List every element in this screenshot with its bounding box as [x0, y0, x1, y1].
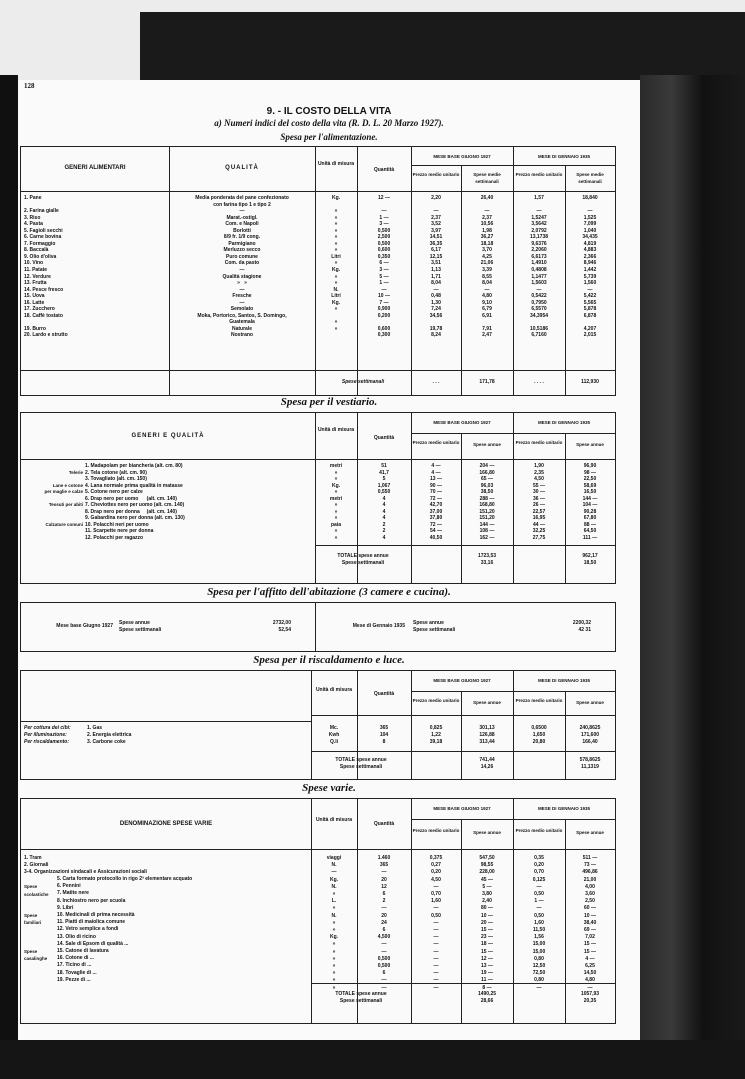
- misc-header-prezzo-base: Prezzo medio unitario: [412, 828, 460, 833]
- food-section-title: Spesa per l'alimentazione.: [280, 132, 378, 142]
- page-title: 9. - IL COSTO DELLA VITA: [266, 106, 392, 117]
- clothing-header-prezzo-base: Prezzo medio unitario: [412, 440, 460, 445]
- food-prezzo-cur-list: 1,57 — 1,5247 3,5642 2,0792 13,1738 9,6376 2,2060 6,6173 1,4910 0,4808 1,1477 1,5603 — 0,5422 0,7950 6,5570 34,3954 10,5186 6,7160: [529, 195, 549, 339]
- misc-header-current: MESE DI GENNAIO 1935: [537, 806, 591, 811]
- food-spesa-base-list: 26,40 — 2,37 10,56 1,98 36,27 18,18 3,70 4,25 21,06 3,39 8,55 8,04 — 4,80 9,10 6,79 6,91 7,91 2,47: [480, 195, 494, 339]
- clothing-spesa-cur-list: 96,90 98 — 22,50 58,69 16,50 144 — 104 — 90,28 67,80 88 — 64,50 111 —: [582, 463, 598, 542]
- rent-cur-label: Mese di Gennaio 1935: [352, 623, 405, 629]
- food-total-base: 171,78: [479, 379, 495, 385]
- heating-groups: Per cottura dei cibi: Per illuminazione: Per riscaldamento:: [24, 725, 71, 746]
- clothing-header-current: MESE DI GENNAIO 1935: [537, 420, 591, 425]
- rent-section-title: Spesa per l'affitto dell'abitazione (3 camere e cucina).: [207, 586, 451, 598]
- heating-unita-list: Mc. Kwh Q.li: [328, 725, 340, 746]
- heating-prezzo-base-list: 0,825 1,22 39,18: [429, 725, 443, 746]
- heating-spesa-base-list: 301,13 126,88 313,44: [479, 725, 495, 746]
- clothing-header-base: MESE BASE GIUGNO 1927: [433, 420, 491, 425]
- misc-unita-list: viaggi N. — Kg. N. » L. » N. » » Kg. » » » » » » »: [326, 855, 342, 991]
- food-prezzo-base-list: 2,20 — 2,37 3,52 3,97 14,51 36,35 6,17 12,15 3,51 1,13 1,71 8,04 — 0,48 1,30 7,24 34,56 19,78 8,24: [429, 195, 443, 339]
- clothing-header-prezzo-cur: Prezzo medio unitario: [515, 440, 563, 445]
- heating-header-current: MESE DI GENNAIO 1935: [537, 678, 591, 683]
- clothing-groups: Telerie Lane e cotone per maglie e calze Tessuti per abiti Calzature comuni: [44, 469, 83, 527]
- heating-header-spesa-base: Spese annue: [473, 700, 501, 705]
- misc-header-prezzo-cur: Prezzo medio unitario: [515, 828, 563, 833]
- misc-spesa-cur-list: 511 — 73 — 496,86 21,00 4,00 3,60 2,50 60 — 10 — 38,40 69 — 7,02 15 — 15 — 4 — 6,25 14,50 4,80 —: [582, 855, 598, 991]
- misc-section-title: Spese varie.: [302, 782, 356, 794]
- misc-header-spesa-cur: Spese annue: [576, 830, 604, 835]
- heating-header-spesa-cur: Spese annue: [576, 700, 604, 705]
- misc-groups: Spese scolastiche Spese familiari Spese casalinghe: [24, 884, 49, 962]
- heating-total-label-2: Spese settimanali: [339, 764, 383, 770]
- heating-header-unita: Unità di misura: [315, 687, 353, 693]
- food-header-generi: GENERI ALIMENTARI: [64, 165, 126, 171]
- misc-header-denom: DENOMINAZIONE SPESE VARIE: [119, 821, 213, 827]
- food-header-prezzo-base: Prezzo medio unitario: [412, 172, 460, 177]
- rent-base-lines: Spese annue Spese settimanali: [119, 620, 162, 633]
- clothing-total-cur: 962,17 18,50: [582, 553, 598, 566]
- clothing-table: [20, 412, 616, 584]
- food-generi-list: 1. Pane 2. Farina gialle 3. Riso 4. Pasta 5. Fagioli secchi 6. Carne bovina 7. Formaggio 8. Baccalà 9. Olio d'oliva 10. Vino 11. Patate 12. Verdure 13. Frutta 14. Pesce fresco 15. Uova 16. Latte 17. Zucchero 18. Caffè tostato 19. Burro 20. Lardo e strutto: [24, 195, 68, 339]
- food-header-spesa-cur: Spese medie settimanali: [576, 172, 604, 184]
- misc-total-base: 1490,25 28,66: [477, 991, 497, 1005]
- clothing-header-quantita: Quantità: [373, 435, 395, 441]
- rent-base-values: 2732,00 52,54: [272, 620, 291, 633]
- misc-items: 5. Carta formato protocollo in rigo 2ª elementare acquato 6. Pennini 7. Matite nere 8. Inchiostro nero per scuola 9. Libri 10. Medicinali di prima necessità 11. Piatti di maiolica comune 12. Vetro semplice a fondi 13. Olio di ricino 14. Sale di Epsom di qualità ... 15. Catone di lavatura 16. Cotone di ... 17. Ticino di ... 18. Tovaglie di ... 19. Pezze di ...: [57, 876, 193, 983]
- clothing-header-generi: GENERI E QUALITÀ: [131, 433, 205, 439]
- clothing-header-unita: Unità di misura: [317, 427, 355, 433]
- food-spesa-cur-list: 18,840 — 1,525 7,099 1,040 34,435 4,819 4,883 2,366 8,946 1,442 5,739 1,560 — 5,422 5,565 5,878 6,878 4,207 2,015: [582, 195, 598, 339]
- heating-header-prezzo-cur: Prezzo medio unitario: [515, 698, 563, 703]
- page-number: 128: [24, 82, 35, 90]
- heating-table: [20, 670, 616, 780]
- food-header-qualita: QUALITÀ: [225, 165, 259, 171]
- misc-total-cur: 1057,93 20,35: [580, 991, 600, 1005]
- clothing-items: 1. Madapolam per biancheria (alt. cm. 80) 2. Tela cotone (alt. cm. 90) 3. Tovagliato (alt. cm. 150) 4. Lana normale prima qualità in matasse 5. Cotone nero per calze 6. Drap nero per uomo (alt. cm. 140) 7. Cheviottes nero per uomo (alt. cm. 140) 8. Drap nero per donna (alt. cm. 140) 9. Gabardina nero per donna (alt. cm. 130) 10. Polacchi neri per uomo 11. Scarpette nere per donna 12. Polacchi per ragazzo: [85, 463, 185, 542]
- misc-prezzo-base-list: 0,375 0,27 0,20 4,50 — 0,70 1,60 — 0,50 — — — — — — — — — —: [429, 855, 443, 991]
- clothing-header-spesa-base: Spese annue: [473, 442, 501, 447]
- clothing-unita-list: metri » » Kg. » metri » » » paia » »: [329, 463, 343, 542]
- misc-top-items: 1. Tram 2. Giornali 3-4. Organizzazioni sindacali e Assicurazioni sociali: [24, 855, 147, 876]
- food-qualita-list: Media ponderata del pane confezionato con farina tipo 1 e tipo 2 — Marat.-ostigl. Com. e Napoli Borlotti 8/9 fr. 1/9 cong. Parmigiano Merluzzo secco Puro comune Com. da pasto — Qualità stagione » » — Fresche — Semolato Moka, Portorico, Santos, S. Domingo, Guatemala Naturale Nostrano: [195, 195, 289, 339]
- book-spine: [640, 75, 745, 1079]
- heating-total-label-1: TOTALE spese annue: [335, 757, 387, 763]
- food-total-cur: 112,930: [581, 379, 599, 385]
- misc-total-label-2: Spese settimanali: [339, 998, 383, 1004]
- heating-header-prezzo-base: Prezzo medio unitario: [412, 698, 460, 703]
- clothing-total-label-1: TOTALE spese annue: [337, 553, 389, 559]
- food-header-prezzo-cur: Prezzo medio unitario: [515, 172, 563, 177]
- heating-header-base: MESE BASE GIUGNO 1927: [433, 678, 491, 683]
- clothing-total-base: 1723,53 33,16: [477, 553, 497, 566]
- heating-spesa-cur-list: 240,8625 171,600 166,40: [579, 725, 601, 746]
- clothing-prezzo-cur-list: 1,90 2,35 4,50 55 — 30 — 36 — 26 — 22,57 16,95 44 — 32,25 27,75: [532, 463, 546, 542]
- food-total-base-prezzo: . . .: [432, 379, 440, 385]
- rent-cur-values: 2200,32 42 31: [572, 620, 591, 633]
- misc-prezzo-cur-list: 0,35 0,20 0,70 0,125 — 0,50 1 — — 0,50 1,60 11,50 1,56 15,00 15,00 0,80 12,50 72,50 0,80 —: [532, 855, 546, 991]
- misc-table: [20, 798, 616, 1024]
- heating-quantita-list: 365 104 8: [379, 725, 389, 746]
- heating-total-cur: 578,8625 11,1319: [579, 757, 601, 771]
- top-dark-background: [140, 12, 745, 82]
- clothing-prezzo-base-list: 4 — 4 — 13 — 90 — 70 — 72 — 42,70 37,00 37,80 72 — 54 — 40,50: [429, 463, 443, 542]
- food-total-cur-prezzo: . . . .: [534, 379, 544, 385]
- clothing-header-spesa-cur: Spese annue: [576, 442, 604, 447]
- clothing-spesa-base-list: 204 — 166,80 65 — 96,03 38,50 288 — 168,80 151,20 151,20 144 — 108 — 162 —: [479, 463, 495, 542]
- food-table: [20, 146, 616, 396]
- misc-spesa-base-list: 547,50 98,55 228,00 45 — 5 — 3,80 2,40 80 — 10 — 20 — 15 — 23 — 18 — 15 — 12 — 13 — 19 — 11 — 8 —: [479, 855, 495, 991]
- misc-quantita-list: 1.460 365 — 20 12 6 2 — 20 24 6 4,500 — — 0,500 0,500 6 — —: [377, 855, 391, 991]
- food-header-quantita: Quantità: [373, 167, 395, 173]
- rent-cur-lines: Spese annue Spese settimanali: [413, 620, 456, 633]
- heating-prezzo-cur-list: 0,6500 1,650 20,80: [531, 725, 547, 746]
- rent-table: [20, 602, 616, 652]
- left-border: [0, 75, 18, 1079]
- misc-total-label-1: TOTALE spese annue: [335, 991, 387, 997]
- food-header-base: MESE BASE GIUGNO 1927: [433, 154, 491, 159]
- misc-header-quantita: Quantità: [373, 821, 395, 827]
- food-quantita-list: 12 — — 1 — 3 — 0,500 2,500 0,500 0,600 0,350 6 — 3 — 5 — 1 — — 10 — 7 — 0,900 0,200 0,600 0,300: [377, 195, 391, 339]
- food-header-unita: Unità di misura: [317, 161, 355, 167]
- heating-section-title: Spesa per il riscaldamento e luce.: [253, 654, 405, 666]
- food-total-label: Spese settimanali: [341, 379, 385, 385]
- food-unita-list: Kg. » » » » » » » Litri » Kg. » » N. Litri Kg. » » »: [331, 195, 341, 332]
- rent-base-label: Mese base Giugno 1927: [56, 623, 113, 629]
- clothing-section-title: Spesa per il vestiario.: [280, 396, 378, 408]
- misc-header-spesa-base: Spese annue: [473, 830, 501, 835]
- clothing-quantita-list: 51 41,7 5 1,067 0,550 4 4 4 4 2 2 4: [377, 463, 391, 542]
- page-subtitle: a) Numeri indici del costo della vita (R. D. L. 20 Marzo 1927).: [214, 118, 444, 128]
- heating-header-quantita: Quantità: [373, 691, 395, 697]
- misc-header-base: MESE BASE GIUGNO 1927: [433, 806, 491, 811]
- bottom-border: [0, 1040, 745, 1079]
- clothing-total-label-2: Spese settimanali: [341, 560, 385, 566]
- document-page: [18, 80, 640, 1040]
- heating-items: 1. Gas 2. Energia elettrica 3. Carbone coke: [87, 725, 132, 746]
- misc-header-unita: Unità di misura: [315, 817, 353, 823]
- heating-total-base: 741,44 14,26: [479, 757, 495, 771]
- food-header-current: MESE DI GENNAIO 1935: [537, 154, 591, 159]
- food-header-spesa-base: Spese medie settimanali: [473, 172, 501, 184]
